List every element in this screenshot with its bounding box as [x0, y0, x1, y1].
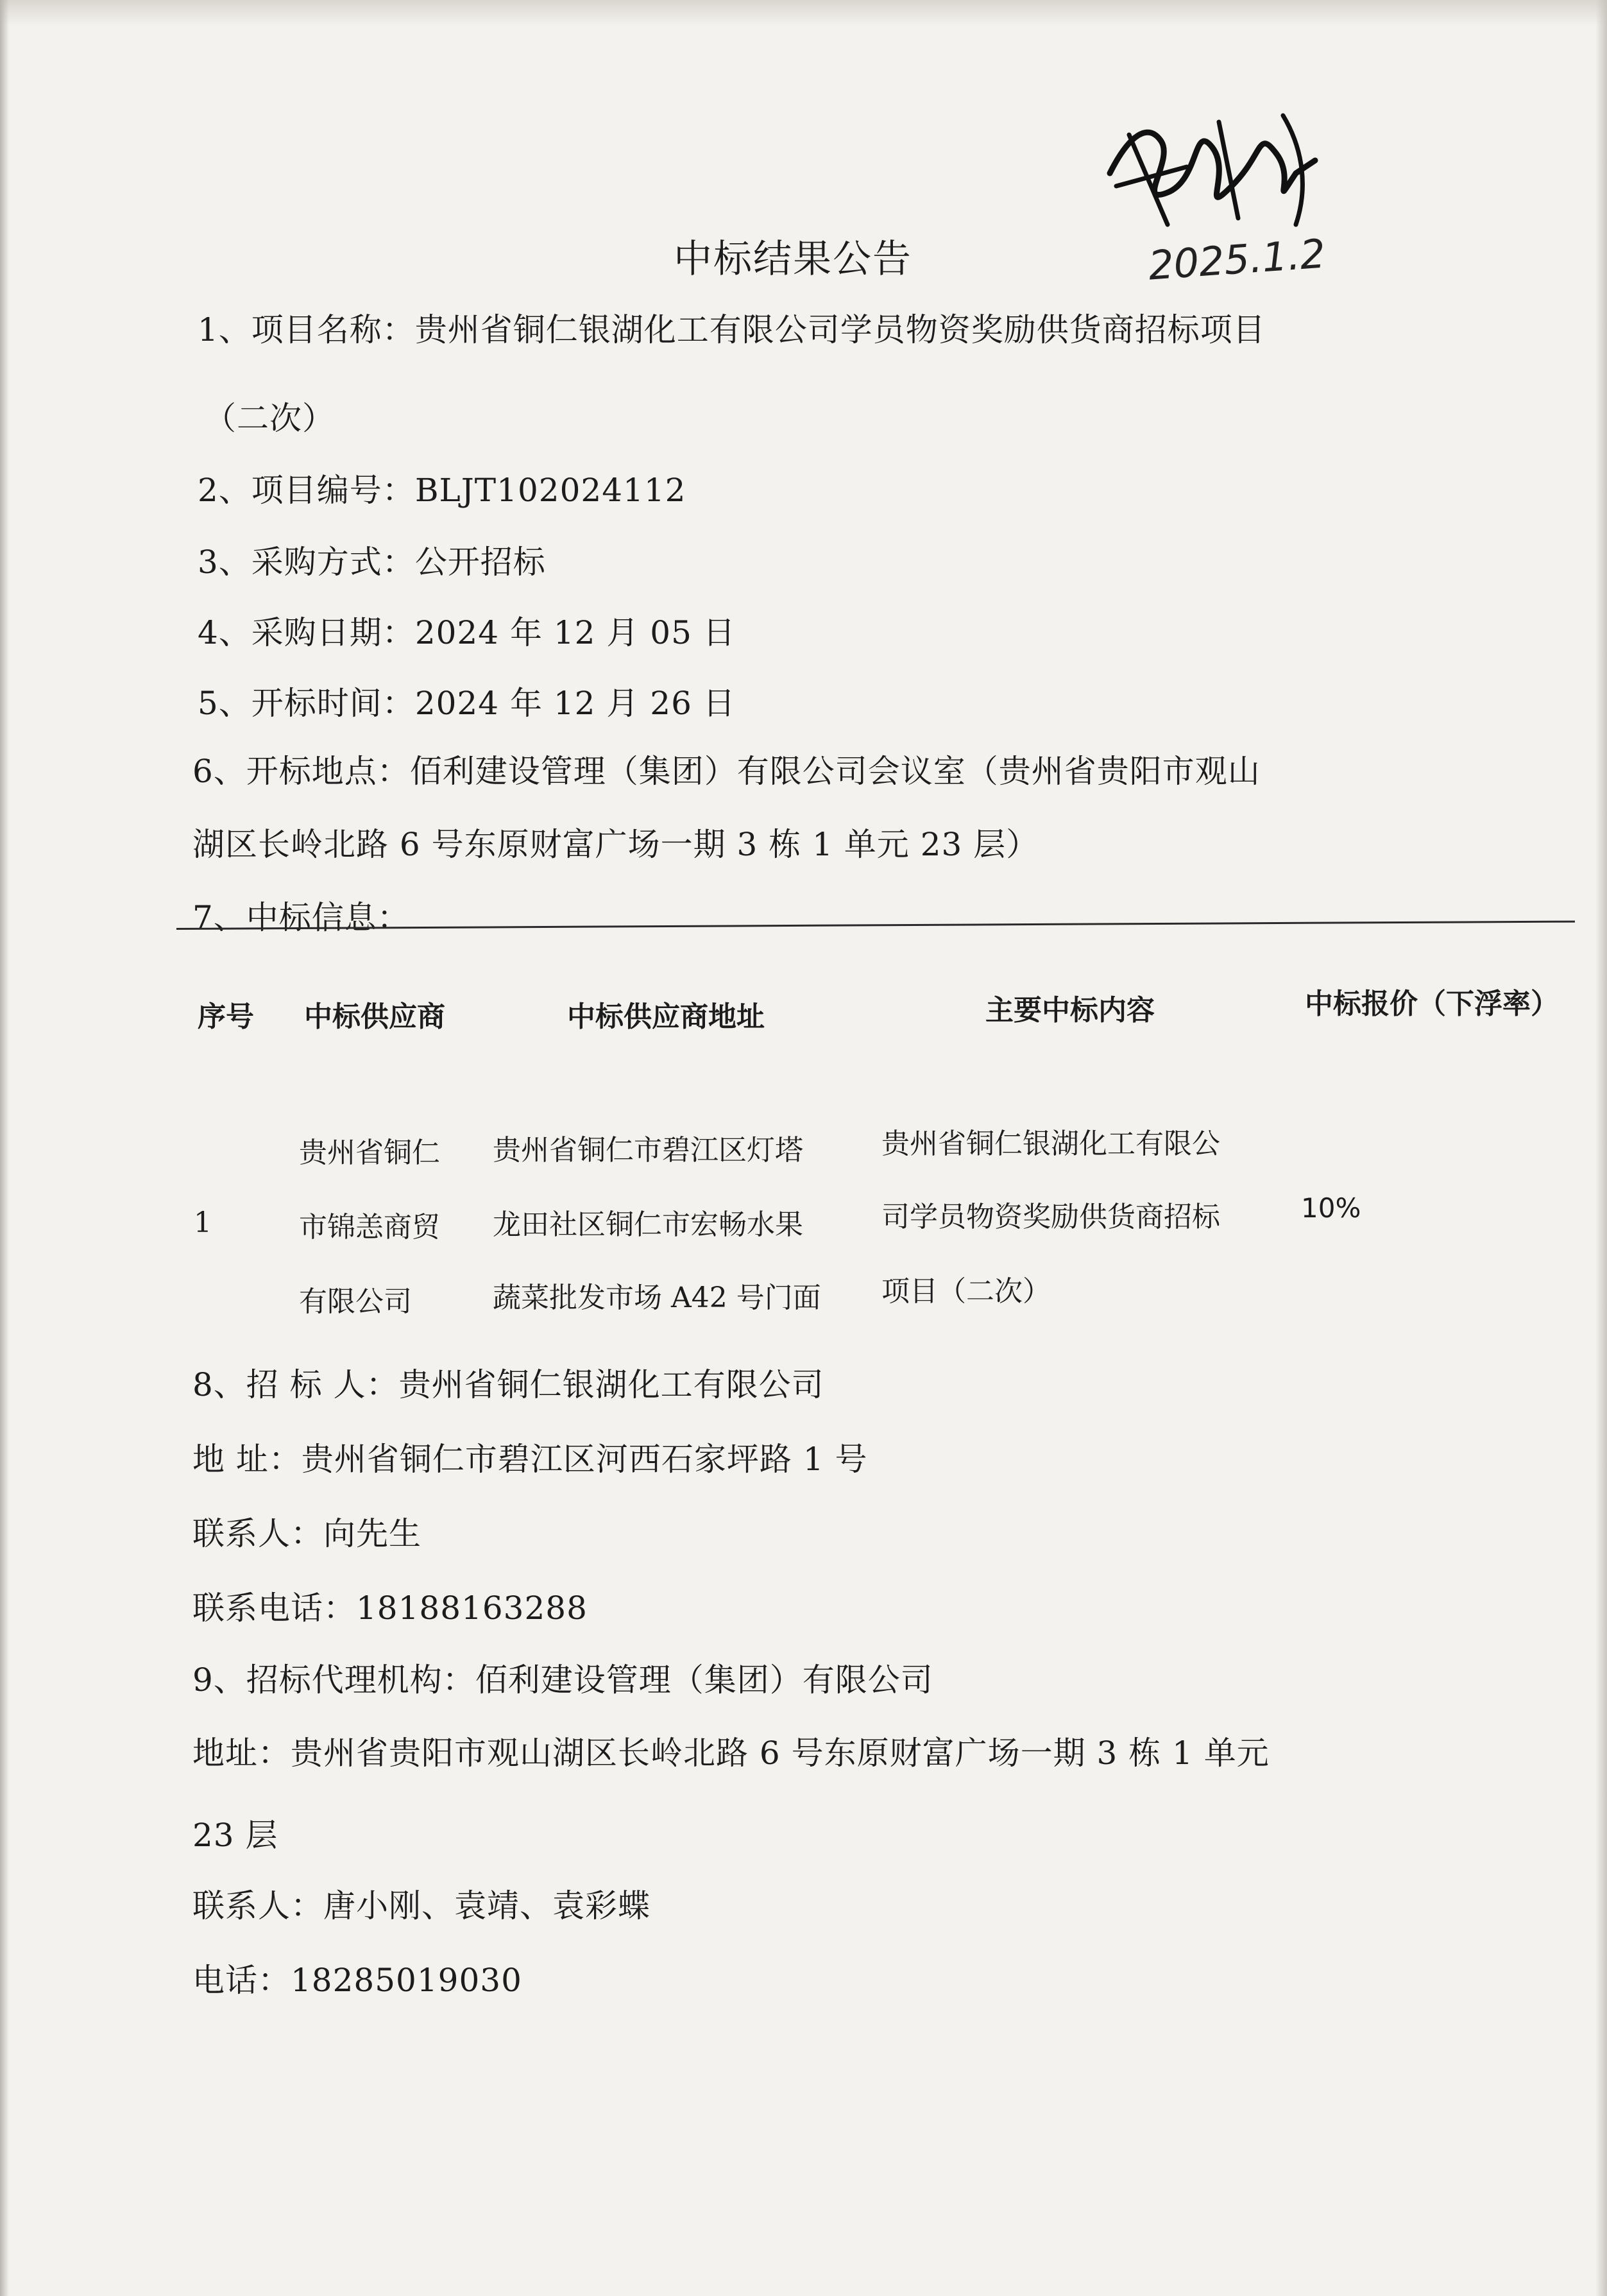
open-time-line [198, 678, 736, 724]
tenderer-contact-value: 向先生 [323, 1515, 421, 1552]
tenderer-contact-label: 联系人： [192, 1515, 323, 1552]
tenderer-address-value: 贵州省铜仁市碧江区河西石家坪路 1 号 [301, 1441, 868, 1478]
purchase-date-label: 4、采购日期： [198, 614, 415, 651]
open-time-value: 2024 年 12 月 26 日 [414, 685, 736, 722]
open-place-cont: 湖区长岭北路 6 号东原财富广场一期 3 栋 1 单元 23 层） [192, 826, 1039, 863]
project-no-label: 2、项目编号： [198, 472, 415, 509]
row-address-1: 贵州省铜仁市碧江区灯塔 [493, 1134, 803, 1167]
tenderer-label: 8、招 标 人： [192, 1366, 399, 1403]
scan-shadow-right [1595, 0, 1607, 2296]
agency-phone-value: 18285019030 [291, 1962, 522, 1999]
method-line [198, 536, 546, 583]
open-place-label: 6、开标地点： [192, 753, 410, 790]
agency-address-line [192, 1727, 1270, 1774]
tenderer-contact-line [192, 1508, 421, 1554]
tenderer-phone-value: 18188163288 [356, 1589, 588, 1627]
method-value: 公开招标 [414, 544, 546, 581]
project-name-line [198, 304, 1266, 350]
project-no-value: BLJT102024112 [414, 472, 686, 509]
agency-address-value: 贵州省贵阳市观山湖区长岭北路 6 号东原财富广场一期 3 栋 1 单元 [291, 1735, 1270, 1772]
row-content-2: 司学员物资奖励供货商招标 [881, 1201, 1220, 1233]
scan-shadow-top [0, 0, 1607, 26]
agency-label: 9、招标代理机构： [192, 1661, 475, 1699]
agency-value: 佰利建设管理（集团）有限公司 [475, 1661, 933, 1699]
row-supplier-2: 市锦恙商贸 [299, 1211, 440, 1244]
row-address-3: 蔬菜批发市场 A42 号门面 [493, 1281, 821, 1314]
project-name-value: 贵州省铜仁银湖化工有限公司学员物资奖励供货商招标项目 [414, 311, 1266, 348]
tenderer-line [192, 1359, 824, 1405]
project-no-line [198, 465, 686, 511]
scan-shadow-left [0, 0, 9, 2296]
row-supplier-1: 贵州省铜仁 [299, 1136, 440, 1169]
winning-info-label: 7、中标信息： [192, 899, 410, 936]
header-price: 中标报价（下浮率） [1305, 988, 1559, 1020]
row-address-2: 龙田社区铜仁市宏畅水果 [493, 1208, 803, 1241]
tenderer-value: 贵州省铜仁银湖化工有限公司 [398, 1366, 824, 1403]
agency-address-cont: 23 层 [192, 1817, 278, 1854]
tenderer-phone-line [192, 1582, 588, 1629]
open-place-line [192, 746, 1261, 792]
row-content-1: 贵州省铜仁银湖化工有限公 [881, 1127, 1220, 1160]
handwritten-signature [1091, 96, 1334, 237]
agency-contact-line [192, 1880, 650, 1926]
agency-address-label: 地址： [192, 1735, 291, 1772]
project-name-label: 1、项目名称： [198, 311, 415, 348]
row-no: 1 [194, 1206, 212, 1239]
row-price: 10% [1301, 1192, 1361, 1224]
signature-date: 2025.1.2 [1146, 230, 1327, 289]
open-time-label: 5、开标时间： [198, 685, 415, 722]
header-supplier: 中标供应商 [304, 1000, 445, 1033]
header-address: 中标供应商地址 [567, 1000, 765, 1033]
agency-contact-label: 联系人： [192, 1887, 323, 1924]
open-place-value: 佰利建设管理（集团）有限公司会议室（贵州省贵阳市观山 [409, 753, 1261, 790]
purchase-date-line [198, 607, 736, 653]
row-supplier-3: 有限公司 [299, 1285, 412, 1318]
header-content: 主要中标内容 [985, 994, 1155, 1027]
row-content-3: 项目（二次） [881, 1275, 1051, 1308]
tenderer-phone-label: 联系电话： [192, 1589, 356, 1627]
purchase-date-value: 2024 年 12 月 05 日 [414, 614, 736, 651]
agency-contact-value: 唐小刚、袁靖、袁彩蝶 [323, 1887, 650, 1924]
page-title: 中标结果公告 [674, 237, 912, 282]
agency-line [192, 1654, 933, 1701]
project-name-cont: （二次） [204, 400, 335, 437]
agency-phone-line [192, 1955, 522, 2001]
tenderer-address-label: 地 址： [192, 1441, 302, 1478]
method-label: 3、采购方式： [198, 544, 415, 581]
agency-phone-label: 电话： [192, 1962, 291, 1999]
header-no: 序号 [198, 1000, 254, 1033]
tenderer-address-line [192, 1434, 868, 1480]
